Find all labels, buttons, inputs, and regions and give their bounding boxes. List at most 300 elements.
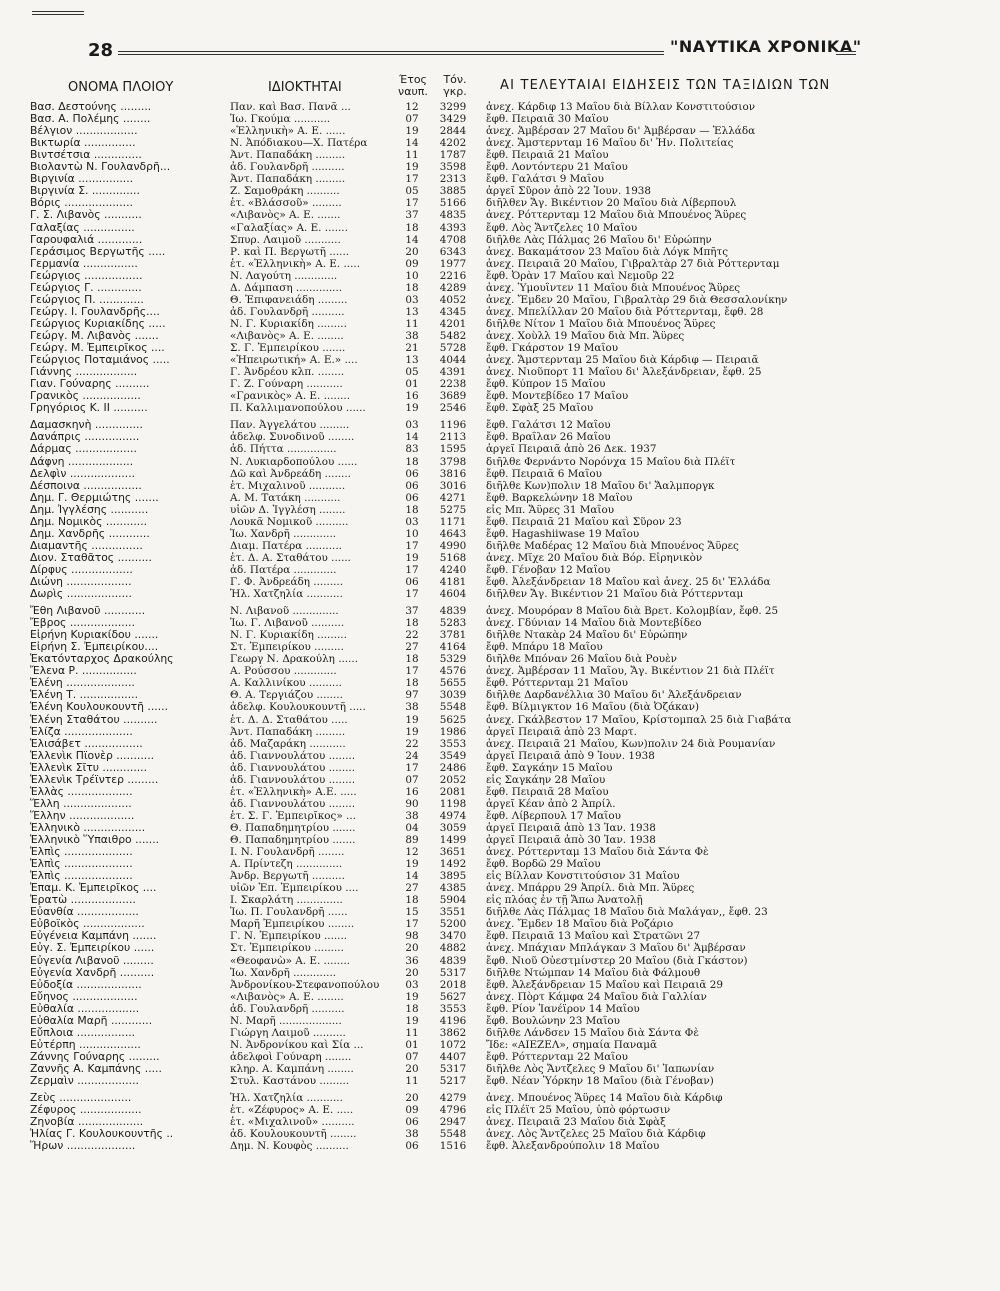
ship-name: Γεώργιος Γ. ............. — [30, 281, 142, 294]
build-year: 21 — [405, 342, 419, 354]
ship-name: Ἑλισάβετ ................. — [30, 737, 143, 750]
ship-owner: ἑτ. «Μιχαλινοῦ» .......... — [230, 1116, 355, 1129]
gross-tonnage: 5655 — [439, 677, 467, 690]
ship-name: Διώνη ................... — [30, 576, 132, 588]
ship-owner: Δ. Δάμπαση .............. — [230, 281, 343, 294]
gross-tonnage: 1977 — [439, 257, 467, 270]
voyage-news: ἀργεῖ Πειραιᾶ ἀπὸ 26 Δεκ. 1937 — [486, 443, 657, 456]
voyage-news: ἀργεῖ Πειραιᾶ ἀπὸ 23 Μαρτ. — [486, 725, 637, 738]
ship-owner: ἀδελφ. Συνοδινοῦ ........ — [230, 431, 355, 444]
voyage-news: ἔφθ. Βραΐλαν 26 Μαΐου — [486, 431, 611, 444]
header-latest-news: ΑΙ ΤΕΛΕΥΤΑΙΑΙ ΕΙΔΗΣΕΙΣ ΤΩΝ ΤΑΞΙΔΙΩΝ ΤΩΝ — [500, 78, 831, 93]
ship-name: Εὐβοϊκὸς .................. — [30, 918, 145, 931]
ship-name: Εὔπλοια ................. — [30, 1026, 136, 1039]
ship-row — [0, 113, 1000, 125]
voyage-news: ἀνεχ. Ἄμστερνταμ 25 Μαΐου διὰ Κάρδιφ — Πειραιᾶ — [486, 354, 759, 367]
ship-row — [0, 390, 1000, 402]
ship-name: Γεώργιος Π. ............. — [30, 293, 144, 306]
ship-name: Γεώργ. Ι. Γουλανδρῆς.... — [30, 305, 160, 318]
ship-row — [0, 1104, 1000, 1116]
gross-tonnage: 3553 — [439, 1002, 467, 1015]
gross-tonnage: 2486 — [439, 761, 467, 774]
ship-name: Ἑλένη Κουλουκουντῆ ...... — [30, 701, 168, 714]
ship-row — [0, 540, 1000, 552]
header-year-line2: ναυπ. — [398, 85, 428, 98]
build-year: 17 — [405, 665, 419, 678]
page-number: 28 — [88, 40, 114, 61]
ship-row — [0, 378, 1000, 390]
ship-owner: Δημ. Ν. Κουφὸς .......... — [230, 1140, 349, 1153]
ship-owner: Στ. Ἐμπειρίκου ......... — [230, 942, 344, 955]
build-year: 01 — [405, 1038, 419, 1051]
voyage-news: ἀνεχ. Ἀμβέρσαν 27 Μαΐου δι' Ἀμβέρσαν — Ἑλλάδα — [486, 125, 756, 138]
gross-tonnage: 5200 — [439, 918, 467, 931]
ship-row — [0, 774, 1000, 786]
ship-name: Βιολαντὼ Ν. Γουλανδρῆ... — [30, 161, 171, 174]
ship-name: Γιάννης .................. — [30, 366, 138, 379]
ship-name: Δάρμας .................. — [30, 443, 137, 456]
build-year: 18 — [405, 455, 419, 468]
gross-tonnage: 2216 — [439, 269, 467, 282]
build-year: 18 — [405, 281, 419, 294]
ship-owner: Θ. Παπαδημητρίου ....... — [230, 821, 356, 834]
build-year: 17 — [405, 588, 419, 600]
ship-row — [0, 306, 1000, 318]
gross-tonnage: 3016 — [439, 479, 467, 492]
ship-name: Διον. Σταθᾶτος .......... — [30, 551, 152, 564]
ship-owner: ἑτ. Δ. Δ. Σταθάτου ..... — [230, 713, 348, 726]
ship-row — [0, 701, 1000, 713]
build-year: 22 — [405, 629, 419, 642]
build-year: 27 — [405, 641, 419, 654]
ship-name: Ἑλίζα .................... — [30, 725, 133, 738]
ship-row — [0, 282, 1000, 294]
build-year: 20 — [405, 942, 419, 955]
ship-name: Εὐδοξία ................... — [30, 978, 142, 991]
voyage-news: διῆλθε Λὸς Ἄντζελες 9 Μαΐου δι' Ἰαπωνίαν — [486, 1062, 715, 1075]
gross-tonnage: 3862 — [439, 1026, 467, 1039]
build-year: 03 — [405, 419, 419, 432]
ship-row — [0, 234, 1000, 246]
ship-owner: ἀδ. Πήττα ............... — [230, 443, 337, 456]
header-tonnage-line2: γκρ. — [443, 85, 467, 98]
header-year-line1: Έτος — [398, 73, 427, 86]
ship-owner: ἀδ. Γιαννουλάτου ........ — [230, 773, 356, 786]
gross-tonnage: 5275 — [439, 503, 467, 516]
ship-owner: Σ. Γ. Ἐμπειρίκου ....... — [230, 342, 346, 354]
build-year: 18 — [405, 894, 419, 907]
ship-owner: Ἰω. Χανδρῆ ............. — [230, 527, 337, 540]
build-year: 12 — [405, 846, 419, 858]
ship-name: Βέλγιον .................. — [30, 125, 138, 138]
voyage-news: ἔφθ. Βαρκελώνην 18 Μαΐου — [486, 491, 633, 504]
ship-row — [0, 504, 1000, 516]
ship-row — [0, 492, 1000, 504]
voyage-news: διῆλθε Λὰς Πάλμας 18 Μαΐου διὰ Μαλάγαν,, ἔφθ. 23 — [486, 906, 768, 919]
ship-name: Ἑλλενὶκ Πϊονὲρ ........... — [30, 749, 155, 762]
voyage-news: ἔφθ. Βίλμιγκτον 16 Μαΐου (διὰ Ὀζάκαν) — [486, 701, 700, 714]
voyage-news: ἔφθ. Πειραιᾶ 30 Μαΐου — [486, 113, 609, 126]
build-year: 07 — [405, 773, 419, 786]
ship-name: Ζάννης Γούναρης ......... — [30, 1050, 160, 1063]
build-year: 14 — [405, 431, 419, 444]
gross-tonnage: 2313 — [439, 173, 467, 186]
build-year: 09 — [405, 1104, 419, 1117]
ship-name: Εὐθαλία .................. — [30, 1002, 140, 1015]
ship-owner: Θ. Παπαδημητρίου ....... — [230, 834, 356, 846]
voyage-news: ἀνεχ. Πειραιᾶ 20 Μαΐου, Γιβραλτὰρ 27 διὰ Ρόττερνταμ — [486, 257, 780, 270]
ship-row — [0, 979, 1000, 991]
voyage-news: ἀνεχ. Μπάρρυ 29 Ἀπρίλ. διὰ Μπ. Ἄϋρες — [486, 882, 695, 895]
ship-row — [0, 149, 1000, 161]
voyage-news: διῆλθε Νίτον 1 Μαΐου διὰ Μπουένος Ἄϋρες — [486, 317, 716, 330]
voyage-news: ἀνεχ. Ὑμουΐντεν 11 Μαΐου διὰ Μπουένος Ἄϋρες — [486, 281, 741, 294]
gross-tonnage: 3651 — [439, 846, 467, 858]
ship-name: Ἑλληνικὸ .................. — [30, 821, 146, 834]
voyage-news: ἔφθ. Γαλάτσι 12 Μαΐου — [486, 419, 611, 432]
build-year: 11 — [405, 1026, 419, 1039]
gross-tonnage: 4708 — [439, 233, 467, 246]
build-year: 07 — [405, 113, 419, 126]
ship-name: Εὐανθία .................. — [30, 906, 139, 919]
ship-row — [0, 468, 1000, 480]
gross-tonnage: 4393 — [439, 221, 467, 234]
voyage-news: διῆλθε Κων)πολιν 18 Μαΐου δι' Ἄαλμποργκ — [486, 479, 715, 492]
voyage-news: ἀνεχ. Ρόττερνταμ 13 Μαΐου διὰ Σάντα Φὲ — [486, 846, 709, 858]
ship-row — [0, 762, 1000, 774]
gross-tonnage: 3895 — [439, 870, 467, 883]
gross-tonnage: 5317 — [439, 1062, 467, 1075]
gross-tonnage: 1492 — [439, 858, 467, 871]
ship-owner: Ν. Γ. Κυριακίδη ......... — [230, 629, 347, 642]
ship-name: Δημ. Χανδρῆς ............ — [30, 527, 150, 540]
ship-name: Ζερμαὶν .................. — [30, 1075, 139, 1087]
gross-tonnage: 3039 — [439, 689, 467, 702]
ship-name: Δωρὶς ................... — [30, 588, 132, 600]
build-year: 05 — [405, 366, 419, 379]
ship-name: Εὐθαλία Μαρῆ ............ — [30, 1014, 153, 1027]
voyage-news: εἰς Βίλλαν Κονστιτούσιον 31 Μαΐου — [486, 870, 680, 883]
ship-name: Ἑλένη Σταθάτου .......... — [30, 713, 158, 726]
ship-row — [0, 480, 1000, 492]
ship-row — [0, 810, 1000, 822]
ship-owner: Ν. Μαρῆ ................... — [230, 1014, 342, 1027]
ship-row — [0, 629, 1000, 641]
voyage-news: ἔφθ. Νιοῦ Οὐεστμίνστερ 20 Μαΐου (διὰ Γκάστον) — [486, 954, 748, 967]
gross-tonnage: 5329 — [439, 653, 467, 666]
gross-tonnage: 3781 — [439, 629, 467, 642]
voyage-news: ἀνεχ. Μπουένος Ἄϋρες 14 Μαΐου διὰ Κάρδιφ — [486, 1092, 723, 1104]
gross-tonnage: 4289 — [439, 281, 467, 294]
ship-owner: Παν. καὶ Βασ. Πανᾶ ... — [230, 101, 351, 113]
ship-row — [0, 1075, 1000, 1087]
ship-name: Γεώργ. Μ. Λιβανὸς ....... — [30, 330, 159, 342]
gross-tonnage: 1499 — [439, 834, 467, 846]
ship-name: Ζαννῆς Α. Καμπάνης ..... — [30, 1062, 162, 1075]
gross-tonnage: 4044 — [439, 354, 467, 367]
ship-row — [0, 641, 1000, 653]
build-year: 06 — [405, 576, 419, 588]
gross-tonnage: 3299 — [439, 101, 467, 113]
build-year: 19 — [405, 1014, 419, 1027]
gross-tonnage: 2238 — [439, 378, 467, 391]
ship-name: Ἐλπὶς .................... — [30, 846, 133, 858]
gross-tonnage: 4839 — [439, 605, 467, 618]
build-year: 10 — [405, 527, 419, 540]
build-year: 18 — [405, 677, 419, 690]
voyage-news: ἔφθ. Ἀλεξάνδρειαν 18 Μαΐου καὶ ἀνεχ. 25 δι' Ἑλλάδα — [486, 576, 771, 588]
ship-name: Ἐλπὶς .................... — [30, 858, 133, 871]
ship-row — [0, 1116, 1000, 1128]
ship-row — [0, 991, 1000, 1003]
ship-name: Εὐγ. Σ. Ἐμπειρίκου ...... — [30, 942, 155, 955]
voyage-news: εἰς Πλέϊτ 25 Μαΐου, ὑπὸ φόρτωσιν — [486, 1104, 671, 1117]
voyage-news: ἀνεχ. Ρόττερνταμ 12 Μαΐου διὰ Μπουένος Ἄϋρες — [486, 209, 747, 222]
ship-row — [0, 443, 1000, 455]
ship-owner: «Γαλαξίας» Α. Ε. ....... — [230, 221, 348, 234]
voyage-news: ἔφθ. Βορδῶ 29 Μαΐου — [486, 858, 601, 871]
build-year: 04 — [405, 821, 419, 834]
build-year: 24 — [405, 749, 419, 762]
voyage-news: ἔφθ. Γαλάτσι 9 Μαΐου — [486, 173, 604, 186]
voyage-news: ἀνεχ. Ἀμβέρσαν 11 Μαΐου, Ἄγ. Βικέντιον 21 διὰ Πλέϊτ — [486, 665, 775, 678]
ship-owner: Δῶ καὶ Ἀνδρεάδη ........ — [230, 467, 351, 480]
ship-owner: «Γρανικὸς» Α. Ε. ........ — [230, 390, 351, 403]
ship-owner: ἀδελφοὶ Γούναρη ........ — [230, 1050, 352, 1063]
ship-owner: ἀδ. Γουλανδρῆ .......... — [230, 161, 345, 174]
ship-row — [0, 101, 1000, 113]
gross-tonnage: 4407 — [439, 1050, 467, 1063]
voyage-news: διῆλθεν Ἄγ. Βικέντιον 21 Μαΐου διὰ Ρόττερνταμ — [486, 588, 744, 600]
ship-name: Βασ. Δεστούνης ......... — [30, 101, 152, 113]
gross-tonnage: 4391 — [439, 366, 467, 379]
ship-name: Δίρφυς .................. — [30, 563, 133, 576]
ship-name: Εὐγένεια Καμπάνη ....... — [30, 930, 157, 943]
ship-row — [0, 209, 1000, 221]
voyage-news: ἀνεχ. Νιοῦπορτ 11 Μαΐου δι' Ἀλεξάνδρειαν, ἔφθ. 25 — [486, 366, 762, 379]
ship-owner: Ι. Ν. Γουλανδρῆ ........ — [230, 846, 345, 858]
ship-name: Ἥρων .................... — [30, 1140, 136, 1153]
gross-tonnage: 4576 — [439, 665, 467, 678]
build-year: 06 — [405, 479, 419, 492]
voyage-news: ἔφθ. Σφὰξ 25 Μαΐου — [486, 402, 594, 415]
ship-row — [0, 1092, 1000, 1104]
ship-row — [0, 846, 1000, 858]
ship-row — [0, 942, 1000, 954]
ship-row — [0, 617, 1000, 629]
ship-name: Ἐλπὶς .................... — [30, 870, 133, 883]
gross-tonnage: 3798 — [439, 455, 467, 468]
ship-owner: Ἀνδρ. Βεργωτῆ .......... — [230, 870, 345, 883]
build-year: 01 — [405, 378, 419, 391]
ship-name: Βικτωρία ............... — [30, 137, 136, 150]
ship-owner: Ἀντ. Παπαδάκη ......... — [230, 725, 346, 738]
ship-row — [0, 270, 1000, 282]
build-year: 19 — [405, 551, 419, 564]
gross-tonnage: 4643 — [439, 527, 467, 540]
ship-owner: Ν. Λυκιαρδοπούλου ...... — [230, 455, 358, 468]
voyage-news: ἀνεχ. Γδύνιαν 14 Μαΐου διὰ Μοντεβίδεο — [486, 617, 702, 630]
gross-tonnage: 1516 — [439, 1140, 467, 1153]
ship-owner: Γεωργ Ν. Δρακούλη ...... — [230, 653, 359, 666]
gross-tonnage: 4196 — [439, 1014, 467, 1027]
ship-name: Ἑκατόνταρχος Δρακούλης — [30, 653, 174, 666]
ship-name: Δάφνη ................... — [30, 455, 134, 468]
ship-row — [0, 967, 1000, 979]
voyage-news: ἔφθ. Νέαν Ὑόρκην 18 Μαΐου (διὰ Γένοβαν) — [486, 1075, 714, 1087]
ship-owner: Ν. Γ. Κυριακίδη ......... — [230, 317, 347, 330]
ship-name: Γεώργιος Κυριακίδης ..... — [30, 317, 166, 330]
build-year: 16 — [405, 390, 419, 403]
ship-owner: ἀδ. Κουλουκουντῆ ........ — [230, 1128, 357, 1141]
gross-tonnage: 5482 — [439, 330, 467, 342]
build-year: 19 — [405, 858, 419, 871]
ship-owner: ἀδ. Γουλανδρῆ .......... — [230, 305, 345, 318]
voyage-news: ἔφθ. Πειραιᾶ 13 Μαΐου καὶ Στρατῶνι 27 — [486, 930, 701, 943]
voyage-news: ἀνεχ. Λὸς Ἄντζελες 25 Μαΐου διὰ Κάρδιφ — [486, 1128, 706, 1141]
ship-row — [0, 366, 1000, 378]
build-year: 98 — [405, 930, 419, 943]
ship-name: Εἰρήνη Σ. Ἐμπειρίκου.... — [30, 641, 159, 654]
build-year: 13 — [405, 354, 419, 367]
ship-row — [0, 1039, 1000, 1051]
gross-tonnage: 5283 — [439, 617, 467, 630]
ship-name: Βιργινία ................ — [30, 173, 134, 186]
voyage-news: ἔφθ. Μπάρυ 18 Μαΐου — [486, 641, 603, 654]
voyage-news: ἀνεχ. Βακαμάτσον 23 Μαΐου διὰ Λόγκ Μπῆτς — [486, 245, 729, 258]
gross-tonnage: 1595 — [439, 443, 467, 456]
ship-name: Ἕλλην ................... — [30, 809, 135, 822]
voyage-news: ἔφθ. Σαγκάην 15 Μαΐου — [486, 761, 613, 774]
gross-tonnage: 3553 — [439, 737, 467, 750]
ship-row — [0, 955, 1000, 967]
ship-owner: ἑτ. Μιχαλινοῦ ........... — [230, 479, 346, 492]
build-year: 22 — [405, 737, 419, 750]
voyage-news: ἔφθ. Γκάρστον 19 Μαΐου — [486, 342, 619, 354]
build-year: 06 — [405, 467, 419, 480]
ship-row — [0, 588, 1000, 600]
ship-owner: Γιώργη Λαιμοῦ .......... — [230, 1026, 346, 1039]
ship-owner: Ἰω. Γκούμα ........... — [230, 113, 331, 126]
ship-row — [0, 419, 1000, 431]
ship-row — [0, 689, 1000, 701]
gross-tonnage: 5627 — [439, 990, 467, 1003]
ship-owner: ἀδ. Γιαννουλάτου ........ — [230, 797, 356, 810]
header-tonnage-line1: Τόν. — [443, 73, 467, 86]
build-year: 16 — [405, 785, 419, 798]
build-year: 17 — [405, 173, 419, 186]
ship-owner: Ρ. καὶ Π. Βεργωτῆ ...... — [230, 245, 350, 258]
ship-row — [0, 798, 1000, 810]
ship-row — [0, 294, 1000, 306]
gross-tonnage: 3059 — [439, 821, 467, 834]
ship-owner: ἑτ. «Ἑλληνικὴ» Α. Ε. ..... — [230, 257, 361, 270]
gross-tonnage: 4974 — [439, 809, 467, 822]
build-year: 18 — [405, 653, 419, 666]
ship-name: Γ. Σ. Λιβανὸς ........... — [30, 209, 142, 222]
voyage-news: διῆλθε Ντακὰρ 24 Μαΐου δι' Εὐρώπην — [486, 629, 688, 642]
gross-tonnage: 3689 — [439, 390, 467, 403]
ship-owner: Π. Καλλιμανοπούλου ...... — [230, 402, 366, 415]
ship-owner: ἀδ. Γιαννουλάτου ........ — [230, 749, 356, 762]
ship-owner: ἀδ. Μαζαράκη ........... — [230, 737, 346, 750]
ship-row — [0, 185, 1000, 197]
ship-owner: Ἰω. Π. Γουλανδρῆ ...... — [230, 906, 348, 919]
gross-tonnage: 1986 — [439, 725, 467, 738]
build-year: 05 — [405, 185, 419, 198]
ship-owner: Γ. Ἀνδρέου κλπ. ........ — [230, 366, 345, 379]
ship-row — [0, 137, 1000, 149]
header-rule-middle — [118, 51, 664, 55]
gross-tonnage: 1196 — [439, 419, 467, 432]
ship-owner: Παν. Ἀγγελάτου ......... — [230, 419, 350, 432]
gross-tonnage: 4990 — [439, 539, 467, 552]
voyage-news: ἔφθ. Πειραιᾶ 28 Μαΐου — [486, 785, 609, 798]
voyage-news: ἔφθ. Πειραιᾶ 6 Μαΐου — [486, 467, 602, 480]
ship-name: Ἕλλη .................... — [30, 797, 132, 810]
journal-title: "ΝΑΥΤΙΚΑ ΧΡΟΝΙΚΑ" — [670, 37, 862, 56]
ship-owner: ἀδ. Γουλανδρῆ .......... — [230, 1002, 345, 1015]
ship-name: Βιντσέτσια .............. — [30, 149, 142, 162]
voyage-news: διῆλθε Λὰς Πάλμας 26 Μαΐου δι' Εὐρώπην — [486, 233, 712, 246]
ship-row — [0, 516, 1000, 528]
ship-name: Γρηγόριος Κ. ΙΙ .......... — [30, 402, 148, 415]
voyage-news: εἰς πλόας ἐν τῇ Ἄπω Ἀνατολῇ — [486, 894, 643, 907]
gross-tonnage: 2844 — [439, 125, 467, 138]
ship-row — [0, 1051, 1000, 1063]
voyage-news: ἔφθ. Ρόττερνταμ 22 Μαΐου — [486, 1050, 628, 1063]
ship-owner: Ν. Λαγούτη ............. — [230, 269, 338, 282]
ship-owner: ἑτ. «Ἑλληνικὴ» Α.Ε. ..... — [230, 785, 357, 798]
ship-owner: Μαρῆ Ἐμπειρίκου ........ — [230, 918, 355, 931]
ship-name: Ζεὺς ..................... — [30, 1092, 132, 1104]
ship-row — [0, 197, 1000, 209]
ship-name: Ἑλένη .................... — [30, 677, 135, 690]
voyage-news: ἔφθ. Πειραιᾶ 21 Μαΐου — [486, 149, 609, 162]
build-year: 20 — [405, 966, 419, 979]
build-year: 17 — [405, 197, 419, 210]
ship-owner: Ἀνδρονίκου-Στεφανοπούλου — [230, 978, 380, 991]
gross-tonnage: 5548 — [439, 701, 467, 714]
build-year: 83 — [405, 443, 419, 456]
ship-owner: ἑτ. «Βλάσσοῦ» ......... — [230, 197, 342, 210]
ship-row — [0, 786, 1000, 798]
ship-row — [0, 738, 1000, 750]
ship-row — [0, 125, 1000, 137]
ship-owner: Σπυρ. Λαιμοῦ ........... — [230, 233, 341, 246]
gross-tonnage: 5548 — [439, 1128, 467, 1141]
ship-owner: Ἰω. Γ. Λιβανοῦ .......... — [230, 617, 345, 630]
header-year — [394, 74, 432, 98]
voyage-news: ἔφθ. Ἀλεξανδρούπολιν 18 Μαΐου — [486, 1140, 660, 1153]
build-year: 20 — [405, 1062, 419, 1075]
build-year: 19 — [405, 725, 419, 738]
voyage-news: ἔφθ. Hagashiiwase 19 Μαΐου — [486, 527, 640, 540]
gross-tonnage: 5168 — [439, 551, 467, 564]
voyage-news: ἀργεῖ Πειραιᾶ ἀπὸ 9 Ἰουν. 1938 — [486, 749, 655, 762]
ship-row — [0, 1027, 1000, 1039]
ship-owner: Ν. Λιβανοῦ .............. — [230, 605, 339, 618]
voyage-news: εἰς Σαγκάην 28 Μαΐου — [486, 773, 606, 786]
ship-owner: Α. Καλλινίκου .......... — [230, 677, 342, 690]
gross-tonnage: 4201 — [439, 317, 467, 330]
gross-tonnage: 2546 — [439, 402, 467, 415]
ship-row — [0, 906, 1000, 918]
gross-tonnage: 3885 — [439, 185, 467, 198]
ship-row — [0, 456, 1000, 468]
build-year: 14 — [405, 233, 419, 246]
ship-name: Εὐτέρπη .................. — [30, 1038, 141, 1051]
